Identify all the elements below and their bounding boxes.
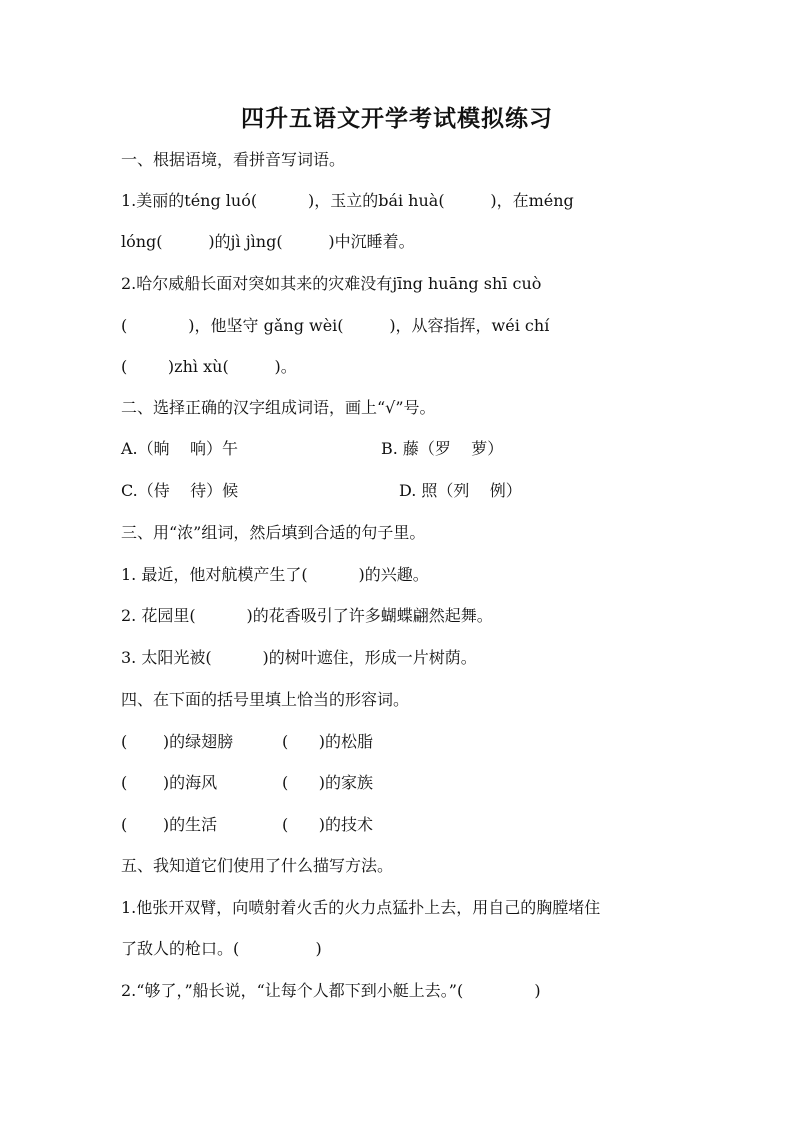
section-4-item-1b: ( )的松脂 <box>282 732 374 751</box>
section-1-q1-line2: lóng( )的jì jìng( )中沉睡着。 <box>121 232 415 251</box>
section-1-q1-line1: 1.美丽的téng luó( )，玉立的bái huà( )，在méng <box>121 191 574 210</box>
section-4-item-2a: ( )的海风 <box>121 773 218 792</box>
section-5-heading: 五、我知道它们使用了什么描写方法。 <box>121 856 394 875</box>
section-2-option-d: D. 照（列 例） <box>399 481 522 500</box>
section-1-heading: 一、根据语境，看拼音写词语。 <box>121 150 346 169</box>
section-2-option-c: C.（侍 待）候 <box>121 481 239 500</box>
section-1-q2-line2: ( )，他坚守 gǎng wèi( )，从容指挥，wéi chí <box>121 316 550 335</box>
section-3-heading: 三、用“浓”组词，然后填到合适的句子里。 <box>121 523 426 542</box>
section-5-q1-line1: 1.他张开双臂，向喷射着火舌的火力点猛扑上去，用自己的胸膛堵住 <box>121 898 601 917</box>
section-4-item-1a: ( )的绿翅膀 <box>121 732 234 751</box>
section-3-q1: 1. 最近，他对航模产生了( )的兴趣。 <box>121 565 429 584</box>
section-2-option-b: B. 藤（罗 萝） <box>381 439 504 458</box>
section-4-item-3b: ( )的技术 <box>282 815 374 834</box>
section-1-q2-line3: ( )zhì xù( )。 <box>121 357 297 376</box>
section-3-q3: 3. 太阳光被( )的树叶遮住，形成一片树荫。 <box>121 648 477 667</box>
section-5-q2: 2.“够了，”船长说，“让每个人都下到小艇上去。”( ) <box>121 981 541 1000</box>
section-4-item-3a: ( )的生活 <box>121 815 218 834</box>
section-2-option-a: A.（晌 响）午 <box>121 439 238 458</box>
section-1-q2-line1: 2.哈尔威船长面对突如其来的灾难没有jīng huāng shī cuò <box>121 274 542 293</box>
section-2-heading: 二、选择正确的汉字组成词语，画上“√”号。 <box>121 398 436 417</box>
section-4-heading: 四、在下面的括号里填上恰当的形容词。 <box>121 690 410 709</box>
section-3-q2: 2. 花园里( )的花香吸引了许多蝴蝶翩然起舞。 <box>121 606 493 625</box>
section-5-q1-line2: 了敌人的枪口。( ) <box>121 939 322 958</box>
page-title: 四升五语文开学考试模拟练习 <box>241 105 553 132</box>
section-4-item-2b: ( )的家族 <box>282 773 374 792</box>
